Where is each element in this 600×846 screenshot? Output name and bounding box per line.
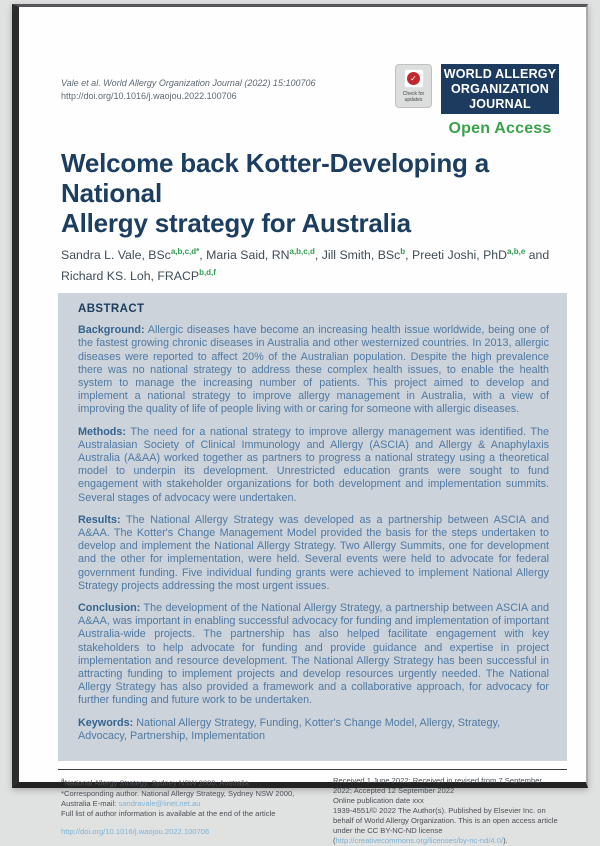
section-label: Methods: [78,425,126,438]
footnote-online-date: Online publication date xxx [333,796,424,806]
author-affiliations: b [400,247,406,256]
footnote-affiliation: $^a$National Allergy Strategy, Sydney NSW 2000, Australia [61,777,249,788]
abstract-conclusion [78,602,549,708]
check-updates-label [396,91,431,103]
footnote-full-list: Full list of author information is available at the end of the article [61,808,276,818]
check-updates-badge[interactable] [395,64,432,108]
journal-logo-line1: WORLD ALLERGY [443,66,557,81]
author: Richard KS. Loh, FRACP$^{b,d,f}$ [61,268,216,284]
check-updates-line1: Check for [402,91,425,97]
footnote-doi [61,827,311,837]
footnote-copyright: 1939-4551/© 2022 The Author(s). Published by Elsevier Inc. on behalf of World Allergy Organization. This is an open access article under the CC BY-NC-ND license (http://creativecommons.org/licenses/by-nc-nd/4.0/). [333,806,558,846]
checkmark-icon: ✓ [407,72,420,85]
author-affiliations: a,b,e [507,247,526,256]
author: Jill Smith, BSc$^b$, [321,247,413,263]
abstract-heading: ABSTRACT [78,303,145,316]
journal-logo-column [441,64,559,138]
author-affiliations: b,d,f [199,268,216,278]
section-label: Results: [78,513,121,526]
section-label: Background: [78,324,145,337]
citation-doi: http://doi.org/10.1016/j.waojou.2022.100706 [61,90,237,101]
section-text: National Allergy Strategy, Funding, Kotter's Change Model, Allergy, Strategy, Advocacy, Partnership, Implementation [78,716,501,742]
license-link[interactable]: http://creativecommons.org/licenses/by-nc-nd/4.0/ [335,836,504,846]
page-content [26,10,584,846]
footnotes-right-column [333,776,559,846]
abstract-results [78,514,549,593]
abstract-methods [78,426,549,505]
section-text: The National Allergy Strategy was developed as a partnership between ASCIA and A&AA. The Kotter's Change Management Model provided the basis for the steps undertaken to develop and implement the National Allergy Strategy. Two Allergy Summits, one for development and the other for implementation, were held. Several events were held to advocate for federal government funding. Five individual funding grants were achieved to implement National Allergy Strategy projects addressing the most urgent issues. [78,513,549,592]
email-link[interactable]: sandravale@iinet.net.au [118,798,201,808]
page-header [61,64,559,138]
author: Sandra L. Vale, BSc$^{a,b,c,d*}$, [61,247,207,263]
section-label: Keywords: [78,716,134,729]
journal-brand [395,64,559,138]
footnote-received: Received 1 June 2022; Received in revised from 7 September 2022; Accepted 12 September 2022 [333,776,542,796]
journal-logo [441,64,559,114]
article-title-line2: Allergy strategy for Australia [61,208,411,238]
journal-logo-line2: ORGANIZATION [451,81,549,96]
footnote-divider [58,769,567,770]
article-title [61,148,559,238]
article-page [12,4,588,846]
citation [61,77,315,138]
abstract-keywords [78,717,549,743]
affiliation-marker: a [61,777,65,785]
authors-line [61,243,559,285]
doi-link[interactable]: http://doi.org/10.1016/j.waojou.2022.100706 [61,826,210,836]
section-text: The development of the National Allergy Strategy, a partnership between ASCIA and A&AA, was important in enabling successful advocacy for funding and implementation of important Australia-wide projects. The partnership has also helped facilitate engagement with key stakeholders to help advocate for funding and provide guidance and expertise in project implementation and resource development. The National Allergy Strategy has been successful in attracting funding to implement projects and develop resources urgently needed. The National Allergy Strategy has also provided a framework and a collaborative approach, for advocacy for further funding and future work to be undertaken. [78,602,549,707]
footnotes [61,776,559,846]
footnotes-left-column [61,776,311,846]
article-title-line1: Welcome back Kotter-Developing a National [61,148,490,208]
author-affiliations: a,b,c,d* [170,247,200,256]
section-label: Conclusion: [78,602,141,615]
author-affiliations: a,b,c,d [289,247,315,256]
section-text: Allergic diseases have become an increasing health issue worldwide, being one of the fastest growing chronic diseases in Australia and other westernized countries. In 2013, allergic diseases were reported to affect 20% of the Australian population. Despite the high prevalence there was no national strategy to address these complex health issues, to enable the health system to manage the increasing number of patients. This project aimed to develop and implement a national strategy to improve allergy management in Australia, with a view of improving the quality of life of people living with or caring for someone with allergic diseases. [78,324,549,416]
crossmark-icon [404,69,424,88]
author: Maria Said, RN$^{a,b,c,d}$, [206,247,322,263]
citation-reference: Vale et al. World Allergy Organization Journal (2022) 15:100706 [61,78,316,88]
section-text: The need for a national strategy to improve allergy management was identified. The Australasian Society of Clinical Immunology and Allergy (ASCIA) and Allergy & Anaphylaxis Australia (A&AA) worked together as partners to progress a national strategy using a theoretical model to underpin its development. Unrestricted education grants were sought to fund engagement with stakeholder organizations for both development and implementation summits. Several stages of advocacy were undertaken. [78,425,549,504]
author: Preeti Joshi, PhD$^{a,b,e}$ and [412,247,550,263]
abstract-box [58,293,567,761]
journal-logo-line3: JOURNAL [469,96,531,111]
footnote-corresponding: *Corresponding author. National Allergy Strategy, Sydney NSW 2000, Australia E-mail: sandravale@iinet.net.au [61,788,295,808]
check-updates-line2: updates [404,97,423,103]
abstract-background [78,324,549,416]
open-access-label: Open Access [448,120,552,137]
